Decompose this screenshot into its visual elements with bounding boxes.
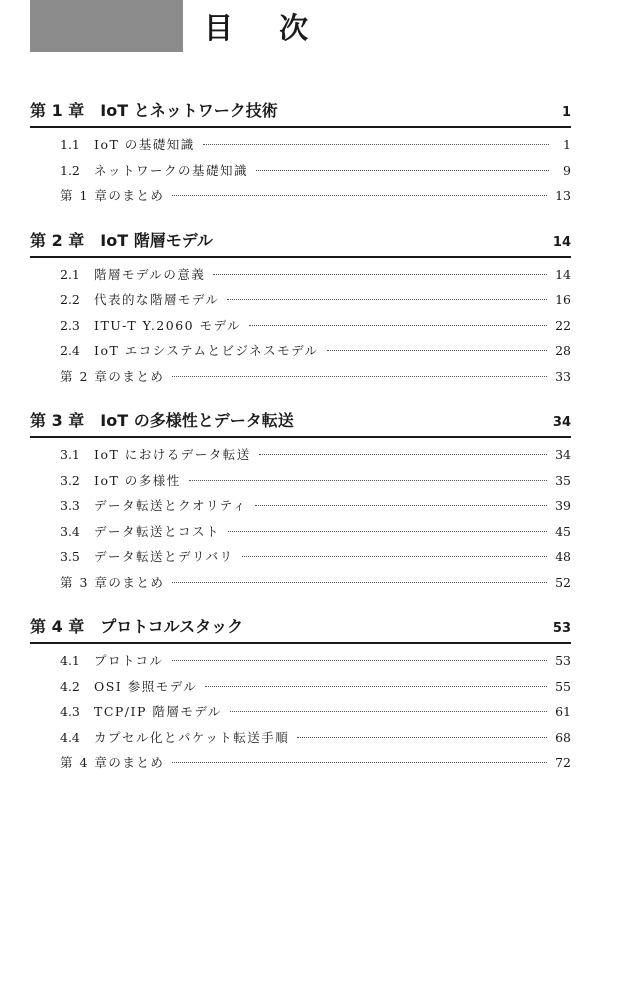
- section-page-number: 72: [555, 755, 571, 770]
- dot-leader: [172, 660, 548, 661]
- summary-title: 第 1 章のまとめ: [60, 188, 165, 203]
- dot-leader: [256, 170, 549, 171]
- toc-entry[interactable]: [30, 544, 571, 570]
- chapter-section: [30, 410, 571, 595]
- chapter-heading[interactable]: [30, 616, 571, 644]
- toc-entry[interactable]: [30, 262, 571, 288]
- toc-entry[interactable]: [30, 158, 571, 184]
- section-title: ネットワークの基礎知識: [94, 162, 249, 178]
- chapter-heading[interactable]: [30, 230, 571, 258]
- dot-leader: [227, 299, 547, 300]
- section-number: 2.3: [60, 317, 80, 333]
- section-page-number: 61: [555, 704, 571, 719]
- chapter-section: [30, 616, 571, 776]
- section-title: IoT の多様性: [94, 472, 181, 488]
- summary-title: 第 4 章のまとめ: [60, 755, 165, 770]
- chapter-section: [30, 100, 571, 209]
- toc-entry[interactable]: [30, 468, 571, 494]
- page-title: 目 次: [204, 11, 327, 45]
- toc-entry[interactable]: [30, 313, 571, 339]
- toc-entry[interactable]: [30, 442, 571, 468]
- section-title: データ転送とデリバリ: [94, 549, 234, 564]
- chapter-summary-entry[interactable]: [30, 750, 571, 776]
- dot-leader: [172, 376, 547, 377]
- section-page-number: 68: [555, 729, 571, 745]
- section-number: 4.2: [60, 678, 80, 694]
- chapter-number: 第 1 章: [30, 101, 85, 120]
- section-page-number: 55: [555, 678, 571, 694]
- chapter-summary-entry[interactable]: [30, 570, 571, 596]
- section-page-number: 22: [555, 317, 571, 333]
- dot-leader: [172, 195, 547, 196]
- section-title: カプセル化とパケット転送手順: [94, 729, 290, 745]
- section-page-number: 52: [555, 574, 571, 590]
- dot-leader: [228, 531, 547, 532]
- chapter-entries: [30, 128, 571, 209]
- section-title: データ転送とクオリティ: [94, 498, 247, 513]
- section-number: 4.4: [60, 729, 80, 745]
- dot-leader: [189, 480, 547, 481]
- section-title: OSI 参照モデル: [94, 678, 198, 694]
- section-number: 4.3: [60, 704, 80, 719]
- chapter-entries: [30, 258, 571, 390]
- dot-leader: [297, 737, 547, 738]
- section-page-number: 9: [563, 162, 571, 178]
- chapter-page-number: 34: [552, 415, 571, 430]
- dot-leader: [230, 711, 547, 712]
- section-number: 2.1: [60, 266, 80, 282]
- summary-title: 第 2 章のまとめ: [60, 368, 165, 384]
- chapter-title: IoT の多様性とデータ転送: [100, 411, 294, 430]
- section-page-number: 34: [555, 447, 571, 462]
- section-title: データ転送とコスト: [94, 523, 221, 539]
- section-page-number: 14: [555, 266, 571, 282]
- dot-leader: [255, 505, 547, 506]
- chapter-number: 第 3 章: [30, 411, 85, 430]
- section-number: 3.3: [60, 498, 80, 513]
- section-title: IoT エコシステムとビジネスモデル: [94, 343, 319, 358]
- section-title: IoT の基礎知識: [94, 137, 195, 152]
- chapter-title: プロトコルスタック: [100, 617, 244, 636]
- section-number: 3.4: [60, 523, 80, 539]
- section-title: プロトコル: [94, 653, 164, 668]
- chapter-page-number: 53: [552, 621, 571, 636]
- section-page-number: 45: [555, 523, 571, 539]
- chapter-title: IoT 階層モデル: [100, 230, 213, 250]
- chapter-summary-entry[interactable]: [30, 183, 571, 209]
- dot-leader: [213, 274, 547, 275]
- summary-title: 第 3 章のまとめ: [60, 574, 165, 590]
- section-page-number: 39: [555, 498, 571, 513]
- toc-entry[interactable]: [30, 132, 571, 158]
- toc-entry[interactable]: [30, 287, 571, 313]
- section-page-number: 28: [555, 343, 571, 358]
- toc-entry[interactable]: [30, 674, 571, 700]
- section-title: 代表的な階層モデル: [94, 292, 220, 307]
- section-title: 階層モデルの意義: [94, 266, 206, 282]
- section-page-number: 1: [563, 137, 571, 152]
- dot-leader: [172, 582, 547, 583]
- toc-entry[interactable]: [30, 338, 571, 364]
- chapter-heading[interactable]: [30, 410, 571, 438]
- section-number: 1.2: [60, 162, 80, 178]
- chapter-section: [30, 230, 571, 390]
- chapter-title: IoT とネットワーク技術: [100, 101, 278, 120]
- chapter-number: 第 2 章: [30, 230, 85, 250]
- section-page-number: 53: [555, 653, 571, 668]
- section-number: 1.1: [60, 137, 80, 152]
- toc-entry[interactable]: [30, 725, 571, 751]
- table-of-contents: [30, 100, 571, 797]
- chapter-entries: [30, 644, 571, 776]
- chapter-summary-entry[interactable]: [30, 364, 571, 390]
- chapter-entries: [30, 438, 571, 595]
- dot-leader: [205, 686, 547, 687]
- section-page-number: 13: [555, 188, 571, 203]
- dot-leader: [249, 325, 547, 326]
- section-number: 2.4: [60, 343, 80, 358]
- dot-leader: [172, 762, 547, 763]
- section-number: 3.5: [60, 549, 80, 564]
- chapter-heading[interactable]: [30, 100, 571, 128]
- header-gray-tab: [30, 0, 183, 52]
- chapter-number: 第 4 章: [30, 617, 85, 636]
- toc-entry[interactable]: [30, 493, 571, 519]
- section-page-number: 16: [555, 292, 571, 307]
- toc-entry[interactable]: [30, 699, 571, 725]
- section-number: 3.1: [60, 447, 80, 462]
- section-page-number: 35: [555, 472, 571, 488]
- toc-entry[interactable]: [30, 519, 571, 545]
- section-page-number: 33: [555, 368, 571, 384]
- section-title: TCP/IP 階層モデル: [94, 704, 222, 719]
- section-number: 4.1: [60, 653, 80, 668]
- section-page-number: 48: [555, 549, 571, 564]
- chapter-page-number: 1: [561, 105, 571, 120]
- dot-leader: [259, 454, 547, 455]
- section-number: 2.2: [60, 292, 80, 307]
- chapter-page-number: 14: [552, 234, 571, 250]
- section-title: IoT におけるデータ転送: [94, 447, 251, 462]
- section-title: ITU-T Y.2060 モデル: [94, 317, 241, 333]
- dot-leader: [242, 556, 547, 557]
- dot-leader: [327, 350, 548, 351]
- toc-entry[interactable]: [30, 648, 571, 674]
- dot-leader: [203, 144, 549, 145]
- section-number: 3.2: [60, 472, 80, 488]
